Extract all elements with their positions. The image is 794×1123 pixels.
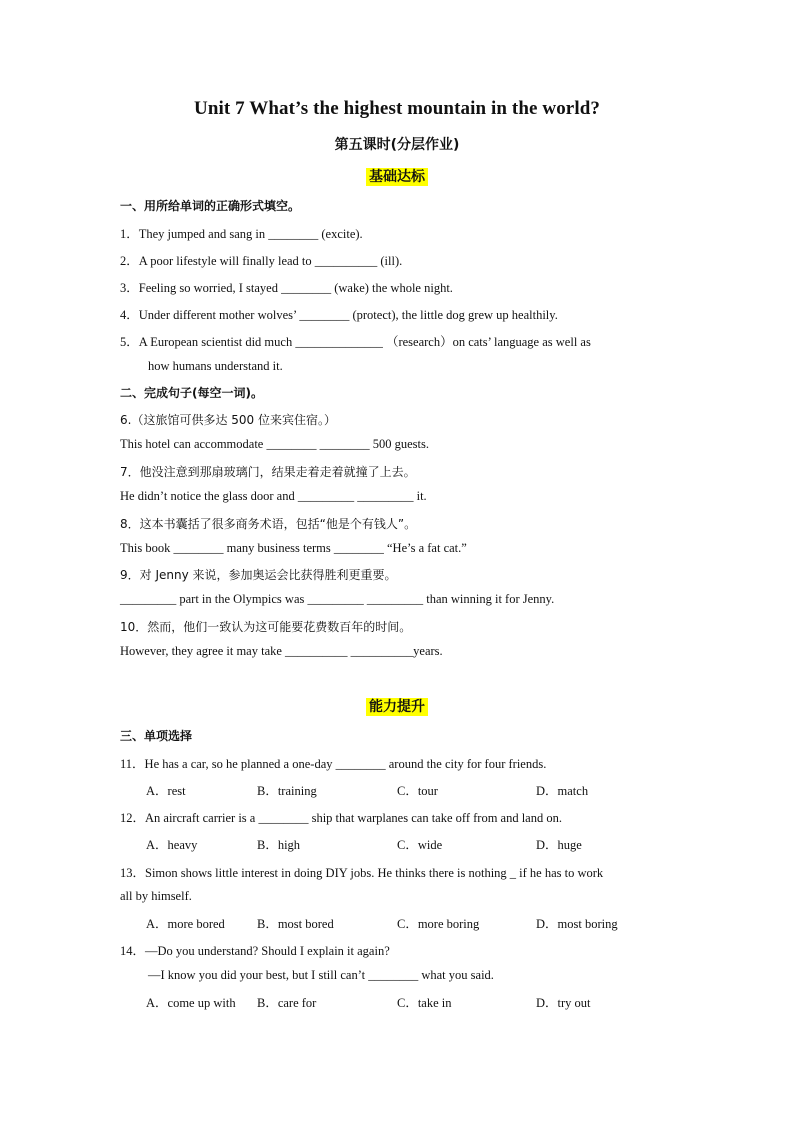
question-6-chinese: 6.（这旅馆可供多达 500 位来宾住宿。）	[120, 413, 336, 427]
question-12-option-c: C．wide	[397, 838, 443, 852]
question-12-option-d: D．huge	[536, 838, 582, 852]
question-5: 5．A European scientist did much ______________ （research）on cats’ language as well as	[120, 335, 591, 349]
question-10-english: However, they agree it may take __________ __________years.	[120, 644, 443, 658]
question-8-chinese: 8．这本书囊括了很多商务术语，包括“他是个有钱人”。	[120, 517, 417, 531]
question-13-continued: all by himself.	[120, 889, 192, 903]
section-badge-basic: 基础达标	[0, 166, 794, 186]
section-heading-1: 一、用所给单词的正确形式填空。	[120, 199, 301, 213]
question-9-english: _________ part in the Olympics was _________ _________ than winning it for Jenny.	[120, 592, 555, 606]
question-10-chinese: 10．然而，他们一致认为这可能要花费数百年的时间。	[120, 620, 412, 634]
question-2: 2．A poor lifestyle will finally lead to __________ (ill).	[120, 254, 403, 268]
question-7-english: He didn’t notice the glass door and _________ _________ it.	[120, 489, 427, 503]
question-11-option-d: D．match	[536, 784, 589, 798]
question-12: 12．An aircraft carrier is a ________ ship that warplanes can take off from and land on.	[120, 811, 562, 825]
question-7-chinese: 7．他没注意到那扇玻璃门，结果走着走着就撞了上去。	[120, 465, 416, 479]
section-badge-advanced: 能力提升	[0, 696, 794, 716]
question-11: 11．He has a car, so he planned a one-day ________ around the city for four friends.	[120, 757, 547, 771]
section-heading-2: 二、完成句子(每空一词)。	[120, 386, 263, 400]
question-14-option-b: B．care for	[257, 996, 317, 1010]
question-12-option-a: A．heavy	[146, 838, 198, 852]
section-heading-3: 三、单项选择	[120, 729, 193, 743]
question-14: 14．—Do you understand? Should I explain it again?	[120, 944, 390, 958]
question-11-option-a: A．rest	[146, 784, 186, 798]
question-13-option-a: A．more bored	[146, 917, 225, 931]
question-11-option-c: C．tour	[397, 784, 438, 798]
question-3: 3．Feeling so worried, I stayed ________ (wake) the whole night.	[120, 281, 453, 295]
page-subtitle: 第五课时(分层作业)	[334, 137, 460, 153]
question-13: 13．Simon shows little interest in doing DIY jobs. He thinks there is nothing _ if he has to work	[120, 866, 604, 880]
question-8-english: This book ________ many business terms ________ “He’s a fat cat.”	[120, 541, 467, 555]
question-12-option-b: B．high	[257, 838, 301, 852]
question-4: 4．Under different mother wolves’ ________ (protect), the little dog grew up healthily.	[120, 308, 558, 322]
question-1: 1．They jumped and sang in ________ (excite).	[120, 227, 363, 241]
question-14-continued: —I know you did your best, but I still can’t ________ what you said.	[148, 968, 494, 982]
question-13-option-c: C．more boring	[397, 917, 480, 931]
question-5-continued: how humans understand it.	[148, 359, 283, 373]
question-14-option-c: C．take in	[397, 996, 452, 1010]
question-13-option-d: D．most boring	[536, 917, 618, 931]
question-6-english: This hotel can accommodate ________ ________ 500 guests.	[120, 437, 429, 451]
page-title: Unit 7 What’s the highest mountain in the world?	[194, 98, 600, 119]
question-13-option-b: B．most bored	[257, 917, 334, 931]
question-9-chinese: 9．对 Jenny 来说，参加奥运会比获得胜利更重要。	[120, 568, 397, 582]
question-14-option-d: D．try out	[536, 996, 591, 1010]
question-14-option-a: A．come up with	[146, 996, 236, 1010]
question-11-option-b: B．training	[257, 784, 317, 798]
